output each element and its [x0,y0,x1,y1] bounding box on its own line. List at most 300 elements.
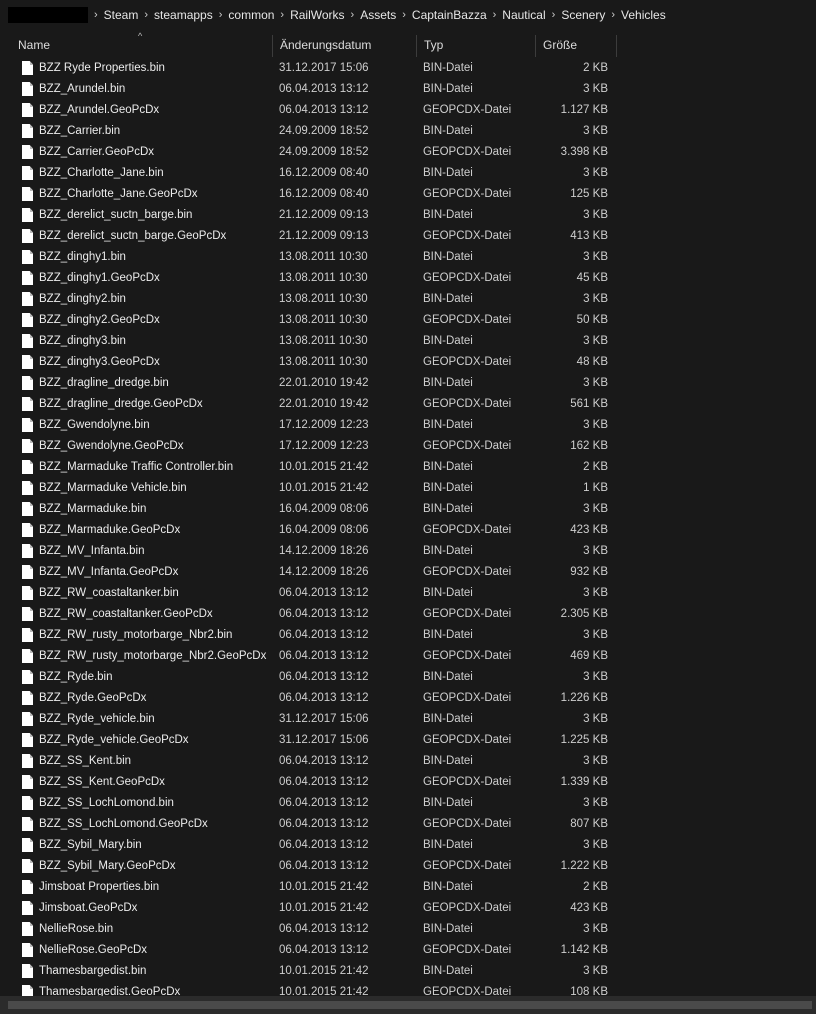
file-date: 17.12.2009 12:23 [279,419,369,431]
file-icon [22,355,33,369]
file-type: BIN-Datei [423,671,473,683]
file-row[interactable] [0,415,816,436]
file-row[interactable] [0,919,816,940]
file-date: 06.04.2013 13:12 [279,839,369,851]
file-row[interactable] [0,205,816,226]
file-date: 13.08.2011 10:30 [279,335,368,347]
file-type: GEOPCDX-Datei [423,986,512,996]
file-icon [22,859,33,873]
column-header-type-label: Typ [424,38,444,52]
file-name: BZZ_Ryde.GeoPcDx [39,692,147,704]
file-size: 2 KB [583,881,608,893]
file-row[interactable] [0,730,816,751]
file-icon [22,775,33,789]
file-icon [22,397,33,411]
file-row[interactable] [0,142,816,163]
file-row[interactable] [0,121,816,142]
chevron-right-icon: › [94,9,98,21]
file-size: 2.305 KB [560,608,608,620]
file-size: 2 KB [583,461,608,473]
chevron-right-icon: › [350,9,355,21]
file-type: BIN-Datei [423,881,473,893]
file-name: BZZ_dragline_dredge.GeoPcDx [39,398,203,410]
file-name: BZZ_Arundel.bin [39,83,126,95]
file-row[interactable] [0,226,816,247]
file-name: BZZ_RW_rusty_motorbarge_Nbr2.GeoPcDx [39,650,267,662]
file-date: 31.12.2017 15:06 [279,62,369,74]
file-row[interactable] [0,646,816,667]
column-header-type[interactable] [417,33,535,58]
file-type: GEOPCDX-Datei [423,776,512,788]
breadcrumb-item[interactable]: Nautical [502,8,546,22]
file-row[interactable] [0,604,816,625]
file-type: BIN-Datei [423,587,473,599]
file-name: BZZ_Carrier.GeoPcDx [39,146,155,158]
file-size: 423 KB [570,524,608,536]
file-date: 22.01.2010 19:42 [279,377,369,389]
file-row[interactable] [0,688,816,709]
file-name: BZZ_SS_LochLomond.bin [39,797,174,809]
file-type: BIN-Datei [423,62,473,74]
file-date: 31.12.2017 15:06 [279,713,369,725]
file-icon [22,586,33,600]
file-type: GEOPCDX-Datei [423,356,512,368]
file-date: 13.08.2011 10:30 [279,356,368,368]
file-icon [22,523,33,537]
file-type: BIN-Datei [423,839,473,851]
file-name: BZZ_Sybil_Mary.GeoPcDx [39,860,176,872]
file-row[interactable] [0,163,816,184]
file-date: 16.12.2009 08:40 [279,188,369,200]
file-icon [22,649,33,663]
file-type: BIN-Datei [423,713,473,725]
file-date: 22.01.2010 19:42 [279,398,369,410]
file-date: 06.04.2013 13:12 [279,692,369,704]
file-row[interactable] [0,898,816,919]
file-name: BZZ_dinghy1.bin [39,251,126,263]
file-size: 3.398 KB [560,146,608,158]
file-name: BZZ_Arundel.GeoPcDx [39,104,160,116]
file-type: BIN-Datei [423,251,473,263]
column-header-date-label: Änderungsdatum [280,38,372,52]
file-row[interactable] [0,814,816,835]
file-name: BZZ_Sybil_Mary.bin [39,839,142,851]
file-row[interactable] [0,478,816,499]
file-icon [22,103,33,117]
file-size: 3 KB [583,923,608,935]
file-size: 423 KB [570,902,608,914]
breadcrumb-item[interactable]: Steam [103,8,139,22]
chevron-right-icon: › [551,9,556,21]
chevron-right-icon: › [492,9,497,21]
file-row[interactable] [0,982,816,996]
file-size: 932 KB [570,566,608,578]
file-size: 561 KB [570,398,608,410]
file-type: GEOPCDX-Datei [423,860,512,872]
file-row[interactable] [0,310,816,331]
file-date: 06.04.2013 13:12 [279,104,369,116]
file-type: GEOPCDX-Datei [423,818,512,830]
file-row[interactable] [0,268,816,289]
file-row[interactable] [0,373,816,394]
file-row[interactable] [0,457,816,478]
file-icon [22,61,33,75]
breadcrumb-item[interactable]: Vehicles [621,8,666,22]
breadcrumb-item[interactable]: common [228,8,275,22]
file-date: 06.04.2013 13:12 [279,818,369,830]
file-type: GEOPCDX-Datei [423,272,512,284]
file-name: BZZ_RW_coastaltanker.GeoPcDx [39,608,213,620]
file-row[interactable] [0,709,816,730]
column-header-size-label: Größe [543,38,578,52]
file-name: Thamesbargedist.GeoPcDx [39,986,181,996]
file-name: BZZ_Marmaduke Vehicle.bin [39,482,187,494]
file-type: GEOPCDX-Datei [423,608,512,620]
file-icon [22,964,33,978]
scrollbar-thumb[interactable] [8,1001,812,1009]
file-size: 469 KB [570,650,608,662]
file-name: BZZ_Gwendolyne.bin [39,419,150,431]
file-icon [22,901,33,915]
file-row[interactable] [0,79,816,100]
file-type: BIN-Datei [423,83,473,95]
file-size: 3 KB [583,755,608,767]
file-size: 1.142 KB [560,944,608,956]
file-size: 3 KB [583,797,608,809]
file-size: 3 KB [583,293,608,305]
file-size: 108 KB [570,986,608,996]
file-name: BZZ_Ryde.bin [39,671,113,683]
file-icon [22,166,33,180]
file-icon [22,145,33,159]
chevron-right-icon: › [144,9,149,21]
file-date: 13.08.2011 10:30 [279,293,368,305]
file-icon [22,817,33,831]
file-icon [22,880,33,894]
file-date: 10.01.2015 21:42 [279,482,369,494]
file-row[interactable] [0,352,816,373]
chevron-right-icon: › [402,9,406,21]
file-row[interactable] [0,835,816,856]
file-date: 10.01.2015 21:42 [279,881,369,893]
file-type: BIN-Datei [423,461,473,473]
file-icon [22,838,33,852]
file-row[interactable] [0,100,816,121]
file-icon [22,502,33,516]
file-date: 16.04.2009 08:06 [279,503,369,515]
file-type: BIN-Datei [423,797,473,809]
file-name: BZZ_SS_Kent.GeoPcDx [39,776,165,788]
file-date: 06.04.2013 13:12 [279,797,369,809]
file-name: BZZ_Ryde_vehicle.bin [39,713,155,725]
file-name: BZZ_Charlotte_Jane.GeoPcDx [39,188,198,200]
file-size: 3 KB [583,335,608,347]
column-header-name-label: Name [18,38,51,52]
file-date: 10.01.2015 21:42 [279,965,369,977]
file-icon [22,229,33,243]
file-date: 24.09.2009 18:52 [279,125,369,137]
file-date: 06.04.2013 13:12 [279,755,369,767]
file-icon [22,250,33,264]
file-size: 1.339 KB [560,776,608,788]
file-date: 16.04.2009 08:06 [279,524,369,536]
breadcrumb-item[interactable]: steamapps [154,8,213,22]
file-date: 06.04.2013 13:12 [279,83,369,95]
file-icon [22,943,33,957]
file-date: 06.04.2013 13:12 [279,923,369,935]
file-name: Jimsboat.GeoPcDx [39,902,138,914]
file-icon [22,313,33,327]
file-icon [22,733,33,747]
file-date: 06.04.2013 13:12 [279,650,369,662]
file-name: BZZ_Carrier.bin [39,125,121,137]
file-type: BIN-Datei [423,965,473,977]
file-type: BIN-Datei [423,377,473,389]
file-icon [22,754,33,768]
file-name: BZZ_Charlotte_Jane.bin [39,167,164,179]
file-type: GEOPCDX-Datei [423,398,512,410]
file-date: 06.04.2013 13:12 [279,587,369,599]
file-row[interactable] [0,289,816,310]
file-name: BZZ_MV_Infanta.bin [39,545,145,557]
file-name: BZZ_RW_coastaltanker.bin [39,587,179,599]
file-icon [22,208,33,222]
file-name: BZZ_SS_LochLomond.GeoPcDx [39,818,208,830]
file-type: GEOPCDX-Datei [423,146,512,158]
file-size: 1.225 KB [560,734,608,746]
file-row[interactable] [0,793,816,814]
file-name: BZZ_dinghy3.bin [39,335,126,347]
file-type: BIN-Datei [423,923,473,935]
file-icon [22,544,33,558]
file-icon [22,985,33,996]
file-type: BIN-Datei [423,545,473,557]
file-name: NellieRose.GeoPcDx [39,944,148,956]
file-size: 1.127 KB [560,104,608,116]
file-size: 3 KB [583,503,608,515]
file-name: NellieRose.bin [39,923,114,935]
file-date: 17.12.2009 12:23 [279,440,369,452]
file-date: 10.01.2015 21:42 [279,986,369,996]
file-type: GEOPCDX-Datei [423,650,512,662]
file-size: 3 KB [583,83,608,95]
file-icon [22,418,33,432]
file-type: BIN-Datei [423,293,473,305]
file-icon [22,796,33,810]
column-header-row [0,33,816,58]
file-date: 13.08.2011 10:30 [279,314,368,326]
file-size: 48 KB [576,356,608,368]
file-date: 06.04.2013 13:12 [279,944,369,956]
file-size: 50 KB [576,314,608,326]
file-size: 807 KB [570,818,608,830]
breadcrumb-item[interactable]: CaptainBazza [411,8,487,22]
file-name: BZZ_dinghy2.GeoPcDx [39,314,160,326]
file-icon [22,292,33,306]
file-row[interactable] [0,331,816,352]
file-icon [22,439,33,453]
file-size: 3 KB [583,671,608,683]
file-row[interactable] [0,940,816,961]
file-type: GEOPCDX-Datei [423,440,512,452]
breadcrumb-item[interactable]: Scenery [561,8,606,22]
file-type: GEOPCDX-Datei [423,230,512,242]
file-icon [22,334,33,348]
file-type: GEOPCDX-Datei [423,566,512,578]
file-icon [22,271,33,285]
file-size: 3 KB [583,125,608,137]
file-icon [22,922,33,936]
file-type: BIN-Datei [423,167,473,179]
file-row[interactable] [0,877,816,898]
file-size: 413 KB [570,230,608,242]
file-date: 31.12.2017 15:06 [279,734,369,746]
file-type: BIN-Datei [423,503,473,515]
file-name: BZZ_RW_rusty_motorbarge_Nbr2.bin [39,629,233,641]
file-date: 13.08.2011 10:30 [279,251,368,263]
file-type: BIN-Datei [423,335,473,347]
file-type: GEOPCDX-Datei [423,524,512,536]
file-icon [22,565,33,579]
file-row[interactable] [0,58,816,79]
file-type: GEOPCDX-Datei [423,734,512,746]
file-type: GEOPCDX-Datei [423,902,512,914]
horizontal-scrollbar[interactable] [0,996,816,1014]
breadcrumb-item[interactable]: RailWorks [290,8,345,22]
file-icon [22,82,33,96]
file-size: 3 KB [583,587,608,599]
file-name: BZZ_dinghy2.bin [39,293,126,305]
file-date: 06.04.2013 13:12 [279,629,369,641]
file-date: 06.04.2013 13:12 [279,860,369,872]
chevron-right-icon: › [218,9,223,21]
file-size: 1.226 KB [560,692,608,704]
file-row[interactable] [0,856,816,877]
column-divider[interactable] [616,35,617,57]
file-type: BIN-Datei [423,419,473,431]
file-icon [22,670,33,684]
file-date: 06.04.2013 13:12 [279,776,369,788]
file-name: BZZ_derelict_suctn_barge.GeoPcDx [39,230,227,242]
file-row[interactable] [0,667,816,688]
file-type: BIN-Datei [423,125,473,137]
file-size: 3 KB [583,209,608,221]
file-size: 3 KB [583,713,608,725]
breadcrumb[interactable] [0,0,816,30]
file-type: GEOPCDX-Datei [423,692,512,704]
file-date: 21.12.2009 09:13 [279,209,369,221]
redacted-path-segment [8,7,88,23]
file-size: 3 KB [583,251,608,263]
file-date: 06.04.2013 13:12 [279,608,369,620]
file-date: 14.12.2009 18:26 [279,566,369,578]
file-name: BZZ_Marmaduke.GeoPcDx [39,524,181,536]
file-type: BIN-Datei [423,482,473,494]
file-date: 24.09.2009 18:52 [279,146,369,158]
file-row[interactable] [0,961,816,982]
file-name: BZZ_derelict_suctn_barge.bin [39,209,193,221]
file-date: 13.08.2011 10:30 [279,272,368,284]
file-size: 3 KB [583,419,608,431]
file-row[interactable] [0,772,816,793]
column-header-date[interactable] [273,33,416,58]
file-icon [22,124,33,138]
file-row[interactable] [0,751,816,772]
file-list [0,58,816,996]
file-type: BIN-Datei [423,629,473,641]
file-row[interactable] [0,247,816,268]
file-icon [22,607,33,621]
file-size: 3 KB [583,629,608,641]
file-size: 3 KB [583,545,608,557]
file-name: BZZ_MV_Infanta.GeoPcDx [39,566,179,578]
file-icon [22,187,33,201]
file-size: 125 KB [570,188,608,200]
chevron-right-icon: › [280,9,285,21]
file-row[interactable] [0,625,816,646]
file-name: BZZ_dinghy1.GeoPcDx [39,272,160,284]
file-row[interactable] [0,499,816,520]
file-icon [22,481,33,495]
file-row[interactable] [0,436,816,457]
file-date: 10.01.2015 21:42 [279,461,369,473]
file-row[interactable] [0,394,816,415]
file-type: GEOPCDX-Datei [423,188,512,200]
file-size: 162 KB [570,440,608,452]
file-row[interactable] [0,520,816,541]
file-date: 06.04.2013 13:12 [279,671,369,683]
file-name: BZZ_dragline_dredge.bin [39,377,169,389]
file-type: GEOPCDX-Datei [423,104,512,116]
file-size: 1.222 KB [560,860,608,872]
file-name: BZZ_Marmaduke Traffic Controller.bin [39,461,234,473]
file-name: BZZ_Marmaduke.bin [39,503,147,515]
file-size: 3 KB [583,377,608,389]
file-date: 10.01.2015 21:42 [279,902,369,914]
file-size: 2 KB [583,62,608,74]
file-icon [22,712,33,726]
chevron-right-icon: › [611,9,616,21]
file-date: 16.12.2009 08:40 [279,167,369,179]
file-name: BZZ_Gwendolyne.GeoPcDx [39,440,184,452]
file-date: 21.12.2009 09:13 [279,230,369,242]
file-row[interactable] [0,541,816,562]
file-name: BZZ_dinghy3.GeoPcDx [39,356,160,368]
file-name: BZZ Ryde Properties.bin [39,62,165,74]
file-name: Jimsboat Properties.bin [39,881,160,893]
file-icon [22,460,33,474]
breadcrumb-item[interactable]: Assets [360,8,397,22]
column-header-size[interactable] [536,33,616,58]
file-size: 45 KB [576,272,608,284]
file-icon [22,691,33,705]
file-size: 3 KB [583,965,608,977]
file-size: 3 KB [583,839,608,851]
file-name: BZZ_Ryde_vehicle.GeoPcDx [39,734,189,746]
file-row[interactable] [0,583,816,604]
file-size: 3 KB [583,167,608,179]
file-date: 14.12.2009 18:26 [279,545,369,557]
file-icon [22,628,33,642]
file-size: 1 KB [583,482,608,494]
file-type: GEOPCDX-Datei [423,944,512,956]
file-type: BIN-Datei [423,755,473,767]
file-row[interactable] [0,184,816,205]
file-row[interactable] [0,562,816,583]
sort-ascending-icon: ^ [138,31,143,41]
file-icon [22,376,33,390]
file-name: BZZ_SS_Kent.bin [39,755,132,767]
